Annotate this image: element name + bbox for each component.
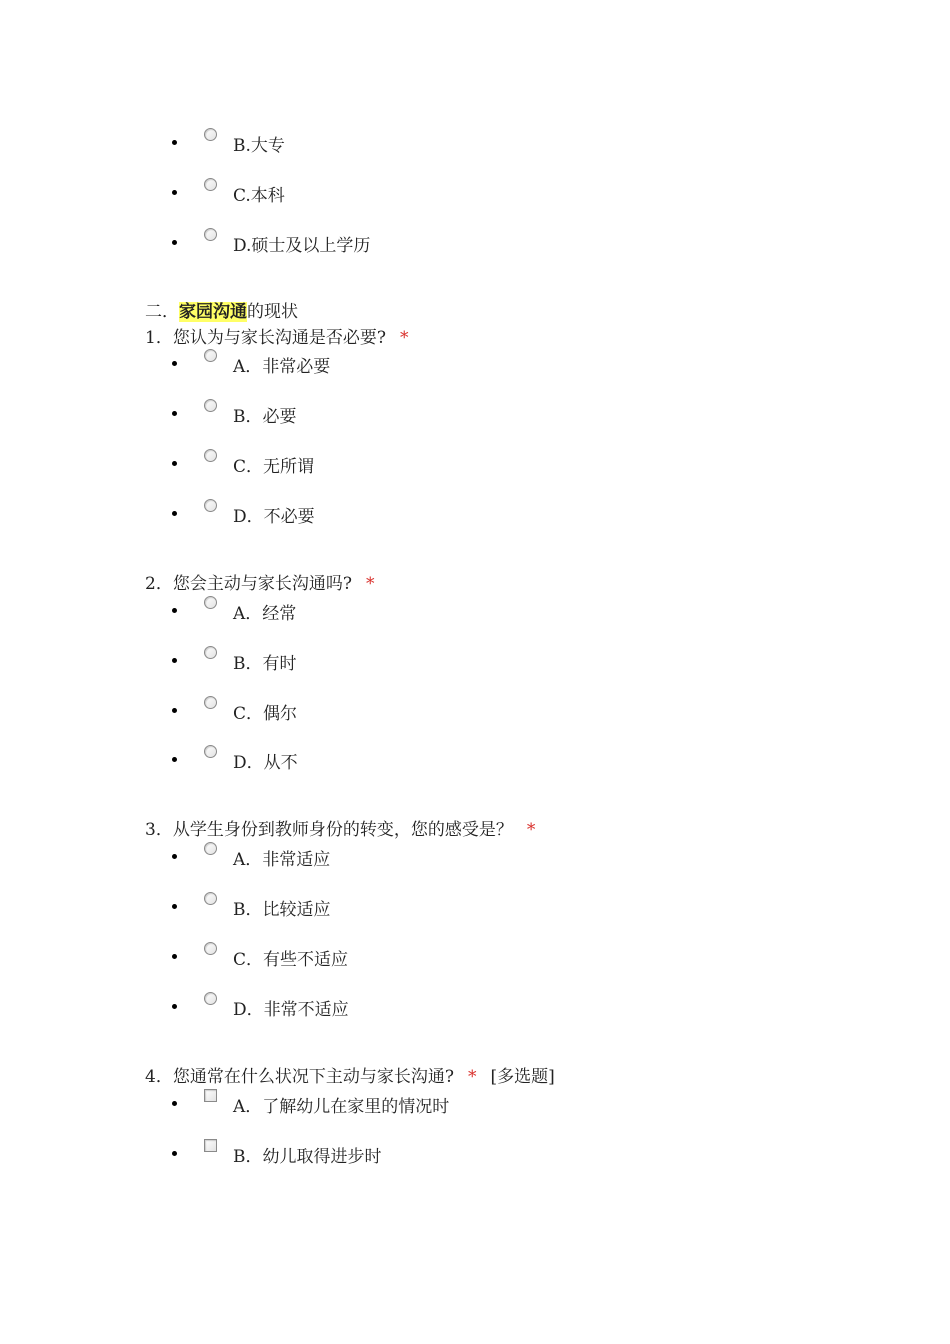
radio-button[interactable] bbox=[204, 892, 217, 905]
question-3-title bbox=[145, 815, 535, 840]
required-mark: * bbox=[365, 574, 375, 594]
radio-button[interactable] bbox=[204, 696, 217, 709]
option-label: D．从不 bbox=[233, 753, 298, 773]
section-highlight: 家园沟通 bbox=[179, 302, 247, 322]
question-2-title bbox=[145, 569, 374, 594]
bullet bbox=[172, 361, 177, 366]
bullet bbox=[172, 1101, 177, 1106]
q3-option-d[interactable] bbox=[172, 992, 672, 1022]
radio-button[interactable] bbox=[204, 596, 217, 609]
radio-button[interactable] bbox=[204, 992, 217, 1005]
section-prefix: 二． bbox=[145, 302, 179, 322]
question-1-title bbox=[145, 323, 408, 348]
bullet bbox=[172, 1151, 177, 1156]
bullet bbox=[172, 240, 177, 245]
option-label: C．偶尔 bbox=[233, 704, 298, 724]
option-label: B．有时 bbox=[233, 654, 297, 674]
option-label: C．有些不适应 bbox=[233, 950, 349, 970]
radio-button[interactable] bbox=[204, 449, 217, 462]
q3-option-b[interactable] bbox=[172, 892, 672, 922]
q3-option-a[interactable] bbox=[172, 842, 672, 872]
section-heading bbox=[145, 297, 298, 322]
question-text: 3．从学生身份到教师身份的转变，您的感受是？ bbox=[145, 820, 513, 840]
bullet bbox=[172, 140, 177, 145]
option-label: C.本科 bbox=[233, 186, 285, 206]
radio-button[interactable] bbox=[204, 349, 217, 362]
option-label: D．非常不适应 bbox=[233, 1000, 349, 1020]
q1-option-b[interactable] bbox=[172, 399, 672, 429]
required-mark: * bbox=[467, 1067, 477, 1087]
option-label: A．非常适应 bbox=[233, 850, 331, 870]
bullet bbox=[172, 658, 177, 663]
option-label: A．非常必要 bbox=[233, 357, 331, 377]
option-label: D.硕士及以上学历 bbox=[233, 236, 371, 256]
required-mark: * bbox=[399, 328, 409, 348]
radio-button[interactable] bbox=[204, 228, 217, 241]
q4-option-b[interactable] bbox=[172, 1139, 672, 1169]
section-suffix: 的现状 bbox=[247, 302, 298, 322]
required-mark: * bbox=[526, 820, 536, 840]
option-label: B．比较适应 bbox=[233, 900, 331, 920]
question-text: 4．您通常在什么状况下主动与家长沟通? bbox=[145, 1067, 454, 1087]
q2-option-c[interactable] bbox=[172, 696, 672, 726]
bullet bbox=[172, 608, 177, 613]
option-label: B.大专 bbox=[233, 136, 285, 156]
bullet bbox=[172, 954, 177, 959]
radio-button[interactable] bbox=[204, 842, 217, 855]
option-label: A．了解幼儿在家里的情况时 bbox=[233, 1097, 450, 1117]
question-4-title bbox=[145, 1062, 555, 1087]
radio-button[interactable] bbox=[204, 745, 217, 758]
bullet bbox=[172, 411, 177, 416]
q3-option-c[interactable] bbox=[172, 942, 672, 972]
bullet bbox=[172, 904, 177, 909]
bullet bbox=[172, 461, 177, 466]
radio-button[interactable] bbox=[204, 942, 217, 955]
option-label: B．幼儿取得进步时 bbox=[233, 1147, 382, 1167]
radio-button[interactable] bbox=[204, 646, 217, 659]
education-option-b[interactable] bbox=[172, 128, 672, 158]
radio-button[interactable] bbox=[204, 178, 217, 191]
q2-option-d[interactable] bbox=[172, 745, 672, 775]
bullet bbox=[172, 757, 177, 762]
option-label: B．必要 bbox=[233, 407, 297, 427]
radio-button[interactable] bbox=[204, 399, 217, 412]
q1-option-a[interactable] bbox=[172, 349, 672, 379]
bullet bbox=[172, 1004, 177, 1009]
bullet bbox=[172, 708, 177, 713]
question-text: 1．您认为与家长沟通是否必要? bbox=[145, 328, 386, 348]
option-label: A．经常 bbox=[233, 604, 297, 624]
bullet bbox=[172, 854, 177, 859]
bullet bbox=[172, 190, 177, 195]
multi-select-tag: [多选题] bbox=[490, 1067, 555, 1087]
checkbox[interactable] bbox=[204, 1089, 217, 1102]
q1-option-d[interactable] bbox=[172, 499, 672, 529]
question-text: 2．您会主动与家长沟通吗? bbox=[145, 574, 352, 594]
radio-button[interactable] bbox=[204, 499, 217, 512]
checkbox[interactable] bbox=[204, 1139, 217, 1152]
q2-option-b[interactable] bbox=[172, 646, 672, 676]
education-option-d[interactable] bbox=[172, 228, 672, 258]
radio-button[interactable] bbox=[204, 128, 217, 141]
option-label: D．不必要 bbox=[233, 507, 315, 527]
q4-option-a[interactable] bbox=[172, 1089, 672, 1119]
education-option-c[interactable] bbox=[172, 178, 672, 208]
q1-option-c[interactable] bbox=[172, 449, 672, 479]
option-label: C．无所谓 bbox=[233, 457, 315, 477]
q2-option-a[interactable] bbox=[172, 596, 672, 626]
bullet bbox=[172, 511, 177, 516]
